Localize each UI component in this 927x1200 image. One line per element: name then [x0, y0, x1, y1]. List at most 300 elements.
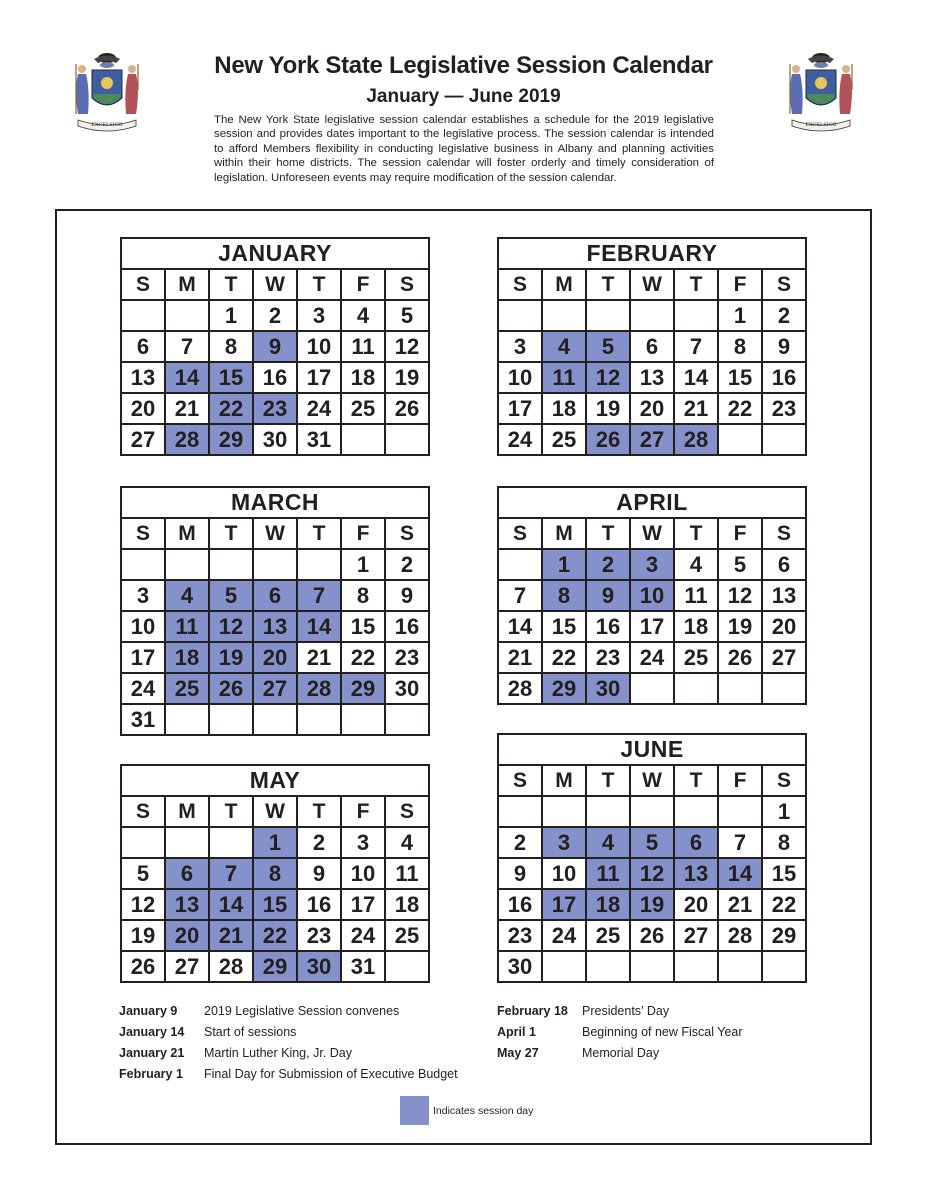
empty-day-cell — [385, 951, 429, 982]
session-day-cell: 18 — [165, 642, 209, 673]
empty-day-cell — [630, 300, 674, 331]
nys-coat-of-arms-right-icon — [778, 50, 864, 134]
day-cell: 17 — [630, 611, 674, 642]
day-cell: 22 — [341, 642, 385, 673]
day-cell: 25 — [542, 424, 586, 455]
week-row — [498, 827, 806, 858]
empty-day-cell — [121, 549, 165, 580]
empty-day-cell — [385, 704, 429, 735]
weekday-header-row — [121, 796, 429, 827]
seal-motto-left: EXCELSIOR — [91, 122, 123, 128]
session-day-cell: 9 — [253, 331, 297, 362]
week-row — [498, 611, 806, 642]
week-row — [121, 704, 429, 735]
session-day-cell: 29 — [253, 951, 297, 982]
empty-day-cell — [674, 300, 718, 331]
day-cell: 7 — [674, 331, 718, 362]
session-day-cell: 27 — [253, 673, 297, 704]
day-cell: 13 — [630, 362, 674, 393]
week-row — [121, 858, 429, 889]
day-cell: 12 — [121, 889, 165, 920]
day-cell: 16 — [253, 362, 297, 393]
session-day-cell: 3 — [630, 549, 674, 580]
day-cell: 31 — [297, 424, 341, 455]
day-cell: 30 — [498, 951, 542, 982]
day-cell: 8 — [209, 331, 253, 362]
weekday-label: F — [718, 518, 762, 549]
day-cell: 8 — [341, 580, 385, 611]
day-cell: 10 — [121, 611, 165, 642]
key-date: April 1 — [497, 1025, 536, 1039]
week-row — [121, 827, 429, 858]
legend-label: Indicates session day — [433, 1104, 534, 1117]
day-cell: 20 — [121, 393, 165, 424]
week-row — [121, 424, 429, 455]
day-cell: 2 — [297, 827, 341, 858]
session-day-cell: 14 — [209, 889, 253, 920]
day-cell: 2 — [385, 549, 429, 580]
week-row — [121, 580, 429, 611]
empty-day-cell — [498, 300, 542, 331]
empty-day-cell — [542, 300, 586, 331]
day-cell: 7 — [498, 580, 542, 611]
session-day-cell: 30 — [297, 951, 341, 982]
key-date-description: Start of sessions — [204, 1025, 297, 1039]
weekday-label: W — [253, 796, 297, 827]
empty-day-cell — [674, 796, 718, 827]
session-day-cell: 15 — [253, 889, 297, 920]
empty-day-cell — [718, 424, 762, 455]
session-day-cell: 30 — [586, 673, 630, 704]
day-cell: 4 — [674, 549, 718, 580]
session-day-cell: 28 — [165, 424, 209, 455]
session-day-cell: 11 — [165, 611, 209, 642]
day-cell: 31 — [341, 951, 385, 982]
month-calendar-january — [120, 237, 430, 456]
empty-day-cell — [341, 704, 385, 735]
day-cell: 16 — [762, 362, 806, 393]
weekday-label: S — [762, 269, 806, 300]
weekday-label: W — [253, 518, 297, 549]
weekday-label: T — [586, 518, 630, 549]
session-day-cell: 12 — [630, 858, 674, 889]
day-cell: 16 — [385, 611, 429, 642]
weekday-header-row — [498, 765, 806, 796]
weekday-label: T — [586, 269, 630, 300]
weekday-label: W — [253, 269, 297, 300]
day-cell: 13 — [121, 362, 165, 393]
weekday-label: M — [165, 269, 209, 300]
key-dates-left — [119, 1001, 458, 1085]
day-cell: 25 — [385, 920, 429, 951]
day-cell: 8 — [718, 331, 762, 362]
session-day-cell: 18 — [586, 889, 630, 920]
day-cell: 11 — [341, 331, 385, 362]
day-cell: 19 — [586, 393, 630, 424]
week-row — [498, 889, 806, 920]
weekday-label: F — [341, 518, 385, 549]
day-cell: 23 — [385, 642, 429, 673]
session-day-cell: 3 — [542, 827, 586, 858]
day-cell: 22 — [542, 642, 586, 673]
week-row — [498, 393, 806, 424]
day-cell: 26 — [385, 393, 429, 424]
day-cell: 20 — [630, 393, 674, 424]
key-dates-right — [497, 1001, 743, 1064]
day-cell: 25 — [674, 642, 718, 673]
session-day-cell: 6 — [165, 858, 209, 889]
day-cell: 3 — [341, 827, 385, 858]
day-cell: 5 — [121, 858, 165, 889]
key-date: February 1 — [119, 1067, 183, 1081]
month-name: FEBRUARY — [498, 238, 806, 269]
weekday-label: S — [498, 518, 542, 549]
day-cell: 10 — [341, 858, 385, 889]
session-day-cell: 4 — [586, 827, 630, 858]
empty-day-cell — [674, 673, 718, 704]
day-cell: 7 — [165, 331, 209, 362]
week-row — [121, 362, 429, 393]
weekday-label: W — [630, 518, 674, 549]
session-day-cell: 8 — [253, 858, 297, 889]
weekday-label: T — [209, 518, 253, 549]
day-cell: 24 — [297, 393, 341, 424]
day-cell: 26 — [121, 951, 165, 982]
day-cell: 21 — [674, 393, 718, 424]
empty-day-cell — [630, 951, 674, 982]
session-day-cell: 25 — [165, 673, 209, 704]
session-day-cell: 5 — [586, 331, 630, 362]
session-day-cell: 13 — [165, 889, 209, 920]
weekday-label: T — [209, 796, 253, 827]
weekday-label: T — [209, 269, 253, 300]
day-cell: 17 — [297, 362, 341, 393]
day-cell: 19 — [385, 362, 429, 393]
day-cell: 2 — [762, 300, 806, 331]
key-date-description: Presidents’ Day — [582, 1004, 670, 1018]
key-date-description: Martin Luther King, Jr. Day — [204, 1046, 352, 1060]
weekday-label: T — [297, 518, 341, 549]
empty-day-cell — [498, 549, 542, 580]
day-cell: 20 — [762, 611, 806, 642]
day-cell: 26 — [630, 920, 674, 951]
day-cell: 11 — [674, 580, 718, 611]
day-cell: 18 — [341, 362, 385, 393]
key-date-row — [119, 1064, 458, 1085]
day-cell: 18 — [674, 611, 718, 642]
empty-day-cell — [297, 704, 341, 735]
week-row — [121, 393, 429, 424]
empty-day-cell — [762, 673, 806, 704]
empty-day-cell — [762, 424, 806, 455]
session-day-cell: 14 — [165, 362, 209, 393]
day-cell: 9 — [498, 858, 542, 889]
empty-day-cell — [165, 704, 209, 735]
key-date-description: 2019 Legislative Session convenes — [204, 1004, 400, 1018]
day-cell: 14 — [674, 362, 718, 393]
empty-day-cell — [586, 300, 630, 331]
session-day-cell: 1 — [253, 827, 297, 858]
day-cell: 23 — [498, 920, 542, 951]
key-date: February 18 — [497, 1004, 568, 1018]
day-cell: 21 — [498, 642, 542, 673]
month-calendar-february — [497, 237, 807, 456]
session-day-cell: 13 — [253, 611, 297, 642]
week-row — [121, 331, 429, 362]
session-day-cell: 14 — [718, 858, 762, 889]
day-cell: 3 — [297, 300, 341, 331]
empty-day-cell — [586, 796, 630, 827]
session-day-cell: 22 — [209, 393, 253, 424]
month-calendar-june — [497, 733, 807, 983]
empty-day-cell — [630, 796, 674, 827]
day-cell: 27 — [674, 920, 718, 951]
weekday-label: M — [165, 518, 209, 549]
day-cell: 30 — [385, 673, 429, 704]
day-cell: 27 — [762, 642, 806, 673]
day-cell: 28 — [718, 920, 762, 951]
key-date-row — [119, 1022, 458, 1043]
week-row — [498, 424, 806, 455]
empty-day-cell — [121, 300, 165, 331]
day-cell: 28 — [209, 951, 253, 982]
weekday-label: S — [385, 269, 429, 300]
day-cell: 23 — [762, 393, 806, 424]
session-day-cell: 13 — [674, 858, 718, 889]
session-day-cell: 4 — [542, 331, 586, 362]
session-day-cell: 29 — [341, 673, 385, 704]
day-cell: 23 — [586, 642, 630, 673]
empty-day-cell — [762, 951, 806, 982]
day-cell: 6 — [630, 331, 674, 362]
session-day-cell: 8 — [542, 580, 586, 611]
weekday-label: T — [297, 269, 341, 300]
day-cell: 24 — [121, 673, 165, 704]
day-cell: 23 — [297, 920, 341, 951]
weekday-label: T — [674, 269, 718, 300]
day-cell: 25 — [586, 920, 630, 951]
weekday-header-row — [498, 269, 806, 300]
key-date-row — [497, 1043, 743, 1064]
nys-coat-of-arms-left-icon — [64, 50, 150, 134]
week-row — [498, 300, 806, 331]
day-cell: 11 — [385, 858, 429, 889]
empty-day-cell — [542, 796, 586, 827]
empty-day-cell — [385, 424, 429, 455]
weekday-label: M — [542, 269, 586, 300]
session-day-cell: 28 — [297, 673, 341, 704]
day-cell: 9 — [762, 331, 806, 362]
session-day-cell: 4 — [165, 580, 209, 611]
empty-day-cell — [630, 673, 674, 704]
empty-day-cell — [718, 951, 762, 982]
empty-day-cell — [165, 827, 209, 858]
key-date-description: Beginning of new Fiscal Year — [582, 1025, 743, 1039]
day-cell: 1 — [341, 549, 385, 580]
day-cell: 14 — [498, 611, 542, 642]
day-cell: 4 — [341, 300, 385, 331]
week-row — [498, 858, 806, 889]
day-cell: 1 — [718, 300, 762, 331]
empty-day-cell — [165, 300, 209, 331]
empty-day-cell — [718, 673, 762, 704]
session-day-cell: 19 — [209, 642, 253, 673]
day-cell: 15 — [542, 611, 586, 642]
session-day-cell: 20 — [165, 920, 209, 951]
day-cell: 17 — [121, 642, 165, 673]
session-day-cell: 1 — [542, 549, 586, 580]
session-day-cell: 28 — [674, 424, 718, 455]
month-name: MARCH — [121, 487, 429, 518]
day-cell: 5 — [385, 300, 429, 331]
key-date-description: Memorial Day — [582, 1046, 660, 1060]
day-cell: 19 — [718, 611, 762, 642]
day-cell: 9 — [385, 580, 429, 611]
session-day-cell: 20 — [253, 642, 297, 673]
week-row — [498, 642, 806, 673]
legend — [400, 1096, 533, 1125]
empty-day-cell — [341, 424, 385, 455]
day-cell: 3 — [498, 331, 542, 362]
key-date: January 14 — [119, 1025, 185, 1039]
empty-day-cell — [209, 827, 253, 858]
session-day-cell: 27 — [630, 424, 674, 455]
weekday-label: T — [674, 765, 718, 796]
weekday-header-row — [121, 518, 429, 549]
day-cell: 24 — [542, 920, 586, 951]
session-day-cell: 11 — [542, 362, 586, 393]
day-cell: 16 — [586, 611, 630, 642]
session-day-cell: 26 — [586, 424, 630, 455]
day-cell: 1 — [762, 796, 806, 827]
month-name: JUNE — [498, 734, 806, 765]
weekday-label: F — [341, 269, 385, 300]
week-row — [498, 331, 806, 362]
empty-day-cell — [209, 704, 253, 735]
empty-day-cell — [253, 704, 297, 735]
weekday-label: S — [498, 765, 542, 796]
session-day-cell: 17 — [542, 889, 586, 920]
weekday-label: M — [542, 765, 586, 796]
day-cell: 12 — [385, 331, 429, 362]
session-day-cell: 5 — [209, 580, 253, 611]
day-cell: 4 — [385, 827, 429, 858]
weekday-label: S — [121, 269, 165, 300]
session-day-cell: 6 — [253, 580, 297, 611]
weekday-label: W — [630, 269, 674, 300]
day-cell: 21 — [718, 889, 762, 920]
week-row — [121, 889, 429, 920]
day-cell: 15 — [762, 858, 806, 889]
day-cell: 24 — [498, 424, 542, 455]
day-cell: 30 — [253, 424, 297, 455]
day-cell: 3 — [121, 580, 165, 611]
day-cell: 10 — [498, 362, 542, 393]
day-cell: 17 — [341, 889, 385, 920]
session-day-cell: 19 — [630, 889, 674, 920]
session-day-cell: 26 — [209, 673, 253, 704]
day-cell: 2 — [253, 300, 297, 331]
week-row — [121, 951, 429, 982]
week-row — [498, 362, 806, 393]
day-cell: 1 — [209, 300, 253, 331]
day-cell: 12 — [718, 580, 762, 611]
day-cell: 15 — [341, 611, 385, 642]
legend-swatch — [400, 1096, 429, 1125]
day-cell: 27 — [165, 951, 209, 982]
key-date: January 9 — [119, 1004, 178, 1018]
week-row — [121, 300, 429, 331]
key-date: January 21 — [119, 1046, 185, 1060]
weekday-label: F — [718, 765, 762, 796]
seal-motto-right: EXCELSIOR — [805, 122, 837, 128]
day-cell: 9 — [297, 858, 341, 889]
session-day-cell: 12 — [209, 611, 253, 642]
intro-paragraph: The New York State legislative session calendar establishes a schedule for the 2019 legislative session and provides dates important to the legislative process. The session calendar is intended to afford Members flexibility in conducting legislative business in Albany and planning activities within their home districts. The session calendar will foster orderly and timely consideration of legislation. Unforeseen events may require modification of the session calendar. — [214, 114, 714, 184]
month-name: APRIL — [498, 487, 806, 518]
day-cell: 24 — [630, 642, 674, 673]
page-subtitle: January — June 2019 — [366, 86, 561, 107]
day-cell: 6 — [762, 549, 806, 580]
week-row — [498, 796, 806, 827]
day-cell: 24 — [341, 920, 385, 951]
day-cell: 21 — [165, 393, 209, 424]
day-cell: 15 — [718, 362, 762, 393]
day-cell: 2 — [498, 827, 542, 858]
week-row — [121, 611, 429, 642]
day-cell: 18 — [385, 889, 429, 920]
day-cell: 25 — [341, 393, 385, 424]
weekday-label: F — [341, 796, 385, 827]
day-cell: 17 — [498, 393, 542, 424]
weekday-header-row — [121, 269, 429, 300]
weekday-label: T — [674, 518, 718, 549]
day-cell: 22 — [762, 889, 806, 920]
day-cell: 29 — [762, 920, 806, 951]
day-cell: 5 — [718, 549, 762, 580]
day-cell: 7 — [718, 827, 762, 858]
weekday-label: S — [121, 796, 165, 827]
week-row — [498, 920, 806, 951]
session-day-cell: 15 — [209, 362, 253, 393]
session-day-cell: 9 — [586, 580, 630, 611]
empty-day-cell — [253, 549, 297, 580]
empty-day-cell — [674, 951, 718, 982]
empty-day-cell — [297, 549, 341, 580]
session-day-cell: 6 — [674, 827, 718, 858]
empty-day-cell — [498, 796, 542, 827]
session-day-cell: 10 — [630, 580, 674, 611]
day-cell: 26 — [718, 642, 762, 673]
session-day-cell: 21 — [209, 920, 253, 951]
month-name: MAY — [121, 765, 429, 796]
day-cell: 10 — [542, 858, 586, 889]
session-day-cell: 11 — [586, 858, 630, 889]
key-date-row — [119, 1043, 458, 1064]
key-date-description: Final Day for Submission of Executive Budget — [204, 1067, 458, 1081]
day-cell: 16 — [498, 889, 542, 920]
day-cell: 18 — [542, 393, 586, 424]
session-day-cell: 14 — [297, 611, 341, 642]
week-row — [121, 642, 429, 673]
weekday-label: F — [718, 269, 762, 300]
weekday-label: W — [630, 765, 674, 796]
weekday-label: S — [762, 765, 806, 796]
session-day-cell: 23 — [253, 393, 297, 424]
weekday-label: S — [762, 518, 806, 549]
weekday-label: S — [121, 518, 165, 549]
day-cell: 6 — [121, 331, 165, 362]
